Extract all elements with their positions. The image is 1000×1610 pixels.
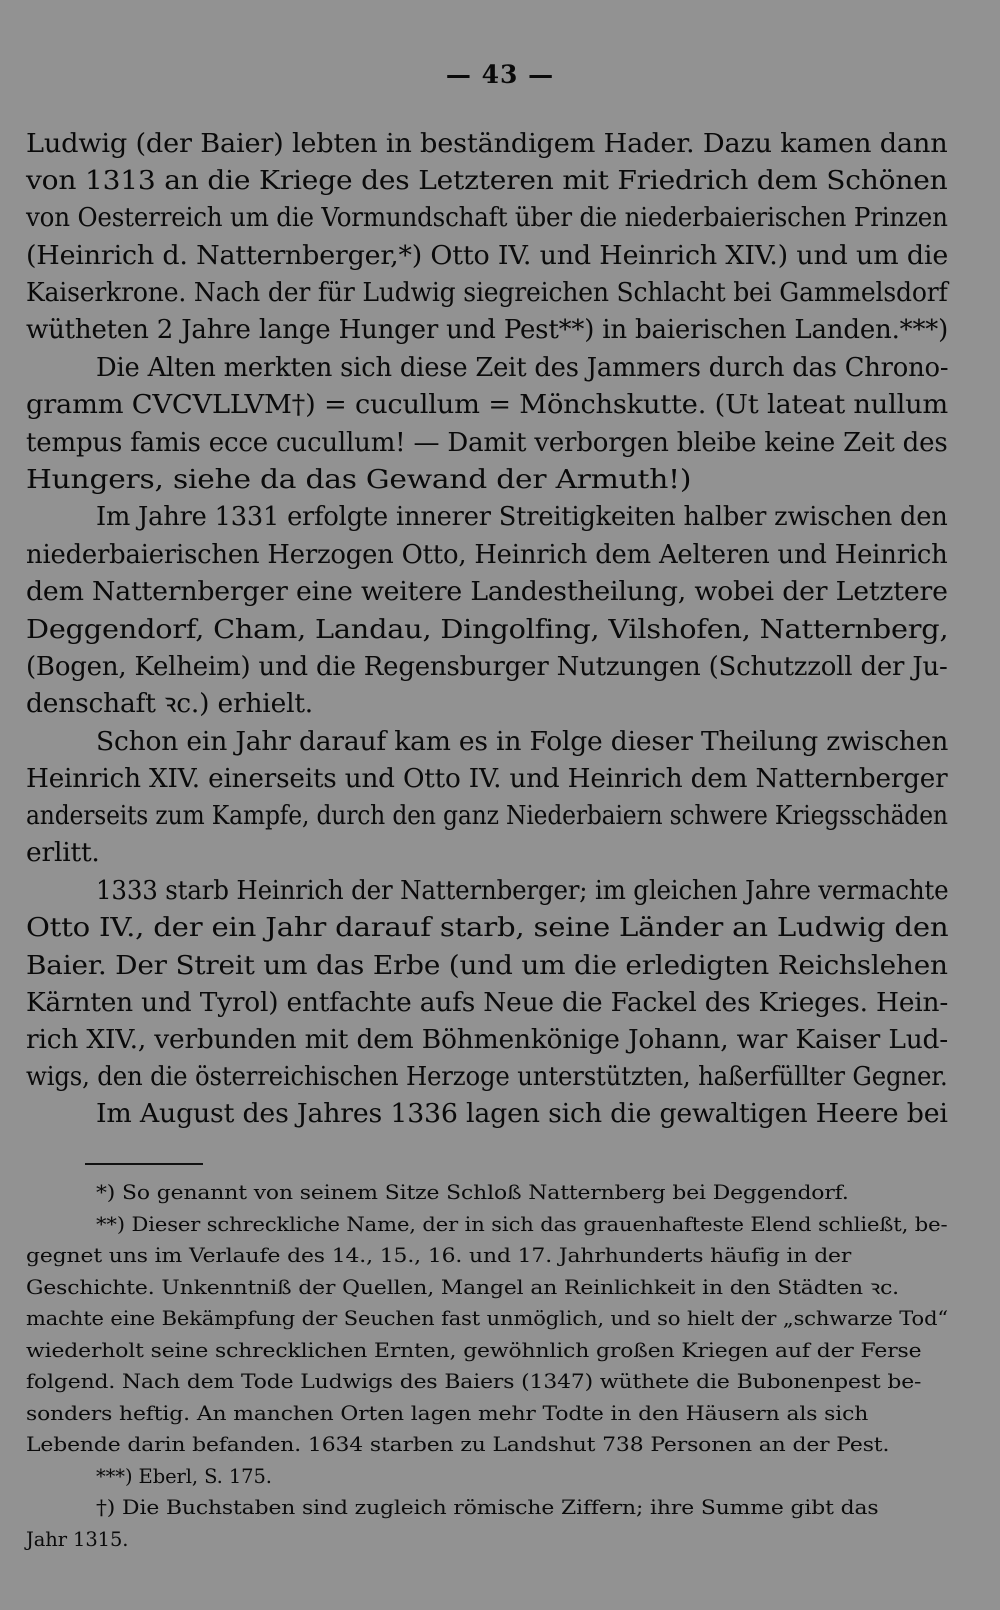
body-line: Baier. Der Streit um das Erbe (und um die erledigten Reichslehen: [26, 950, 948, 981]
body-line: tempus famis ecce cucullum! — Damit verborgen bleibe keine Zeit des: [26, 427, 948, 458]
body-line: Otto IV., der ein Jahr darauf starb, seine Länder an Ludwig den: [26, 912, 949, 943]
body-line: (Heinrich d. Natternberger,*) Otto IV. und Heinrich XIV.) und um die: [26, 240, 949, 271]
body-line: Hungers, siehe da das Gewand der Armuth!): [26, 464, 692, 495]
body-line: dem Natternberger eine weitere Landestheilung, wobei der Letztere: [26, 576, 948, 607]
footnote-line: gegnet uns im Verlaufe des 14., 15., 16. und 17. Jahrhunderts häufig in der: [26, 1244, 852, 1267]
body-line: erlitt.: [26, 837, 100, 868]
body-line: Deggendorf, Cham, Landau, Dingolfing, Vilshofen, Natternberg,: [26, 614, 949, 645]
footnote-line: **) Dieser schreckliche Name, der in sich das grauenhafteste Elend schließt, be-: [96, 1213, 948, 1236]
page-number: — 43 —: [445, 60, 555, 89]
body-line: anderseits zum Kampfe, durch den ganz Niederbaiern schwere Kriegsschäden: [26, 800, 948, 831]
footnote-line: *) So genannt von seinem Sitze Schloß Natternberg bei Deggendorf.: [96, 1181, 849, 1204]
body-line: Kärnten und Tyrol) entfachte aufs Neue die Fackel des Krieges. Hein-: [26, 987, 949, 1018]
body-line: Heinrich XIV. einerseits und Otto IV. und Heinrich dem Natternberger: [26, 763, 948, 794]
body-line: Schon ein Jahr darauf kam es in Folge dieser Theilung zwischen: [96, 726, 949, 757]
footnote-line: Lebende darin befanden. 1634 starben zu Landshut 738 Personen an der Pest.: [26, 1433, 890, 1456]
body-line: 1333 starb Heinrich der Natternberger; im gleichen Jahre vermachte: [96, 875, 949, 906]
body-line: rich XIV., verbunden mit dem Böhmenkönige Johann, war Kaiser Lud-: [26, 1024, 949, 1055]
body-line: von Oesterreich um die Vormundschaft über die niederbaierischen Prinzen: [26, 202, 948, 233]
body-line: Die Alten merkten sich diese Zeit des Jammers durch das Chrono-: [96, 352, 949, 383]
footnote-line: sonders heftig. An manchen Orten lagen mehr Todte in den Häusern als sich: [26, 1402, 869, 1425]
footnote-line: ***) Eberl, S. 175.: [96, 1465, 272, 1488]
body-line: gramm CVCVLLVM†) = cucullum = Mönchskutte. (Ut lateat nullum: [26, 389, 949, 420]
body-line: niederbaierischen Herzogen Otto, Heinrich dem Aelteren und Heinrich: [26, 539, 948, 570]
footnote-line: folgend. Nach dem Tode Ludwigs des Baiers (1347) wüthete die Bubonenpest be-: [26, 1370, 922, 1393]
footnote-line: †) Die Buchstaben sind zugleich römische Ziffern; ihre Summe gibt das: [96, 1496, 879, 1519]
body-line: von 1313 an die Kriege des Letzteren mit Friedrich dem Schönen: [26, 165, 948, 196]
body-line: wütheten 2 Jahre lange Hunger und Pest**) in baierischen Landen.***): [26, 314, 949, 345]
footnote-line: Jahr 1315.: [26, 1528, 129, 1551]
body-line: Im Jahre 1331 erfolgte innerer Streitigkeiten halber zwischen den: [96, 501, 948, 532]
body-line: wigs, den die österreichischen Herzoge unterstützten, haßerfüllter Gegner.: [26, 1061, 948, 1092]
footnote-line: Geschichte. Unkenntniß der Quellen, Mangel an Reinlichkeit in den Städten ꝛc.: [26, 1276, 900, 1299]
footnote-line: wiederholt seine schrecklichen Ernten, gewöhnlich großen Kriegen auf der Ferse: [26, 1339, 922, 1362]
body-line: Ludwig (der Baier) lebten in beständigem Hader. Dazu kamen dann: [26, 128, 948, 159]
footnote-divider: [85, 1163, 203, 1165]
body-line: denschaft ꝛc.) erhielt.: [26, 688, 314, 719]
footnote-line: machte eine Bekämpfung der Seuchen fast unmöglich, und so hielt der „schwarze Tod“: [26, 1307, 949, 1330]
body-line: Kaiserkrone. Nach der für Ludwig siegreichen Schlacht bei Gammelsdorf: [26, 277, 948, 308]
body-line: Im August des Jahres 1336 lagen sich die gewaltigen Heere bei: [96, 1098, 948, 1129]
body-line: (Bogen, Kelheim) und die Regensburger Nutzungen (Schutzzoll der Ju-: [26, 651, 948, 682]
